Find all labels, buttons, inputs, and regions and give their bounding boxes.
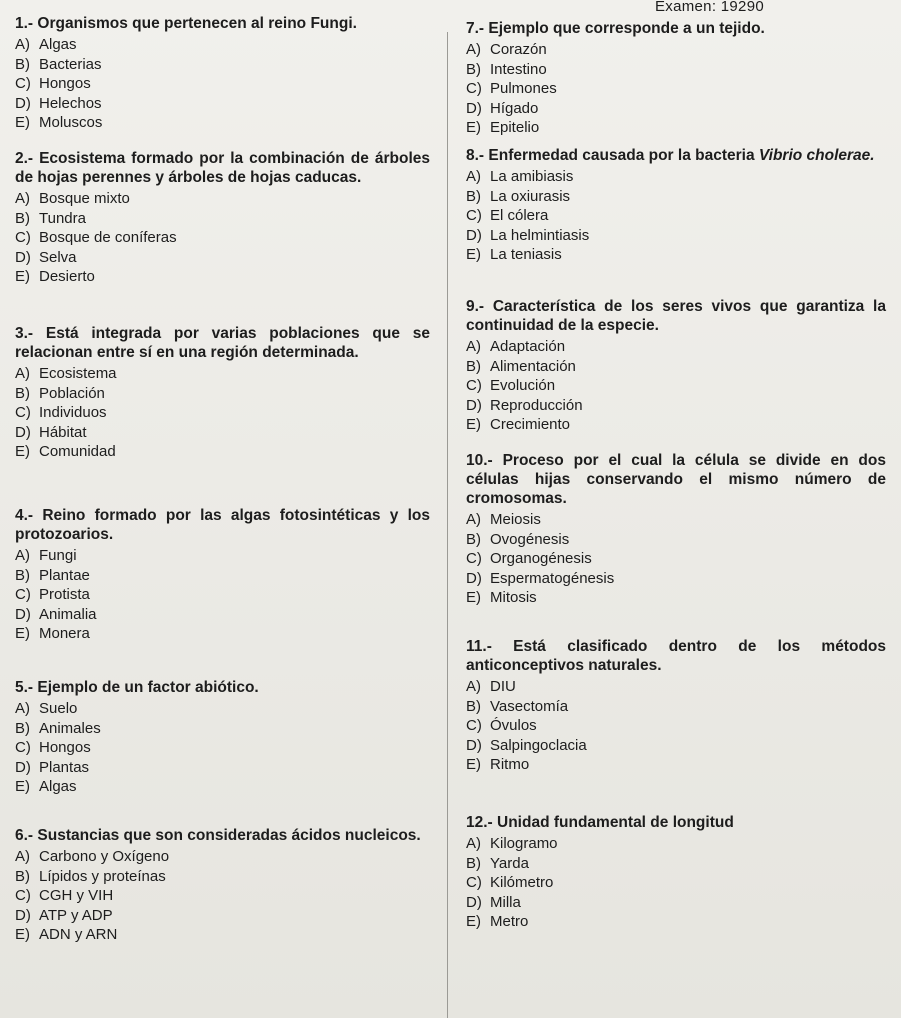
question-6 — [15, 826, 430, 945]
option-a[interactable]: A) Meiosis — [466, 511, 541, 528]
question-text: 11.- Está clasificado dentro de los métodos anticonceptivos naturales. — [466, 638, 886, 674]
option-c[interactable]: C) Hongos — [15, 739, 91, 756]
option-a[interactable]: A) Adaptación — [466, 338, 566, 355]
option-b[interactable]: B) Bacterias — [15, 55, 102, 73]
option-b[interactable]: B) Yarda — [466, 854, 529, 872]
option-e[interactable]: E) Comunidad — [15, 443, 116, 460]
option-b[interactable]: B) Población — [15, 384, 105, 402]
option-d[interactable]: D) Selva — [15, 248, 77, 266]
option-c[interactable]: C) Óvulos — [466, 717, 537, 734]
question-2 — [15, 149, 430, 287]
option-c[interactable]: C) El cólera — [466, 207, 549, 224]
option-a[interactable]: A) DIU — [466, 678, 516, 695]
species-name: Vibrio cholerae. — [758, 147, 875, 164]
option-d[interactable]: D) Reproducción — [466, 396, 583, 414]
option-b[interactable]: B) La oxiurasis — [466, 187, 571, 205]
question-text: 7.- Ejemplo que corresponde a un tejido. — [466, 20, 765, 37]
option-c[interactable]: C) Bosque de coníferas — [15, 229, 177, 246]
exam-number: Examen: 19290 — [655, 0, 764, 15]
question-10 — [466, 451, 886, 608]
question-text: 5.- Ejemplo de un factor abiótico. — [15, 679, 259, 696]
question-8 — [466, 146, 886, 265]
option-d[interactable]: D) Milla — [466, 893, 521, 911]
option-b[interactable]: B) Vasectomía — [466, 697, 569, 715]
option-d[interactable]: D) ATP y ADP — [15, 906, 113, 924]
option-e[interactable]: E) Mitosis — [466, 589, 537, 606]
question-text: 3.- Está integrada por varias poblaciones que se relacionan entre sí en una región determinada. — [15, 325, 430, 361]
option-b[interactable]: B) Intestino — [466, 60, 547, 78]
question-text: 1.- Organismos que pertenecen al reino Fungi. — [15, 15, 357, 32]
option-c[interactable]: C) CGH y VIH — [15, 887, 114, 904]
option-d[interactable]: D) Salpingoclacia — [466, 736, 587, 754]
option-e[interactable]: E) Ritmo — [466, 756, 530, 773]
question-text: 10.- Proceso por el cual la célula se divide en dos células hijas conservando el mismo número de cromosomas. — [466, 452, 886, 507]
option-e[interactable]: E) Crecimiento — [466, 416, 571, 433]
option-e[interactable]: E) Desierto — [15, 268, 95, 285]
option-d[interactable]: D) Espermatogénesis — [466, 569, 615, 587]
option-c[interactable]: C) Hongos — [15, 75, 91, 92]
option-c[interactable]: C) Evolución — [466, 377, 556, 394]
option-d[interactable]: D) La helmintiasis — [466, 226, 590, 244]
option-c[interactable]: C) Pulmones — [466, 80, 557, 97]
question-9 — [466, 297, 886, 435]
option-a[interactable]: A) Ecosistema — [15, 365, 117, 382]
option-c[interactable]: C) Kilómetro — [466, 874, 554, 891]
option-a[interactable]: A) Suelo — [15, 700, 78, 717]
option-a[interactable]: A) Bosque mixto — [15, 190, 130, 207]
question-text: 2.- Ecosistema formado por la combinación de árboles de hojas perennes y árboles de hojas caducas. — [15, 150, 430, 186]
question-text: 4.- Reino formado por las algas fotosintéticas y los protozoarios. — [15, 507, 430, 543]
option-d[interactable]: D) Animalia — [15, 605, 97, 623]
option-a[interactable]: A) Algas — [15, 36, 77, 53]
option-b[interactable]: B) Animales — [15, 719, 101, 737]
option-d[interactable]: D) Plantas — [15, 758, 90, 776]
question-text: 12.- Unidad fundamental de longitud — [466, 814, 734, 831]
option-e[interactable]: E) Moluscos — [15, 114, 103, 131]
option-a[interactable]: A) Carbono y Oxígeno — [15, 848, 170, 865]
option-b[interactable]: B) Plantae — [15, 566, 90, 584]
question-4 — [15, 506, 430, 644]
option-b[interactable]: B) Tundra — [15, 209, 86, 227]
question-7 — [466, 19, 886, 138]
option-e[interactable]: E) Monera — [15, 625, 90, 642]
option-c[interactable]: C) Individuos — [15, 404, 107, 421]
option-b[interactable]: B) Lípidos y proteínas — [15, 867, 166, 885]
question-12 — [466, 813, 886, 932]
option-c[interactable]: C) Protista — [15, 586, 90, 603]
question-11 — [466, 637, 886, 775]
option-a[interactable]: A) Fungi — [15, 547, 77, 564]
option-b[interactable]: B) Ovogénesis — [466, 530, 570, 548]
question-3 — [15, 324, 430, 462]
option-a[interactable]: A) La amibiasis — [466, 168, 574, 185]
option-d[interactable]: D) Hábitat — [15, 423, 87, 441]
option-e[interactable]: E) Epitelio — [466, 119, 540, 136]
option-c[interactable]: C) Organogénesis — [466, 550, 592, 567]
option-e[interactable]: E) Metro — [466, 913, 529, 930]
question-text: 9.- Característica de los seres vivos que garantiza la continuidad de la especie. — [466, 298, 886, 334]
question-text: 6.- Sustancias que son consideradas ácidos nucleicos. — [15, 827, 421, 844]
option-d[interactable]: D) Helechos — [15, 94, 102, 112]
question-1 — [15, 14, 430, 133]
option-e[interactable]: E) Algas — [15, 778, 77, 795]
option-e[interactable]: E) ADN y ARN — [15, 926, 118, 943]
option-a[interactable]: A) Kilogramo — [466, 835, 558, 852]
option-b[interactable]: B) Alimentación — [466, 357, 576, 375]
option-d[interactable]: D) Hígado — [466, 99, 539, 117]
question-5 — [15, 678, 430, 797]
question-text: 8.- Enfermedad causada por la bacteria Vibrio cholerae. — [466, 147, 875, 164]
option-e[interactable]: E) La teniasis — [466, 246, 562, 263]
column-divider — [447, 32, 448, 1018]
option-a[interactable]: A) Corazón — [466, 41, 547, 58]
